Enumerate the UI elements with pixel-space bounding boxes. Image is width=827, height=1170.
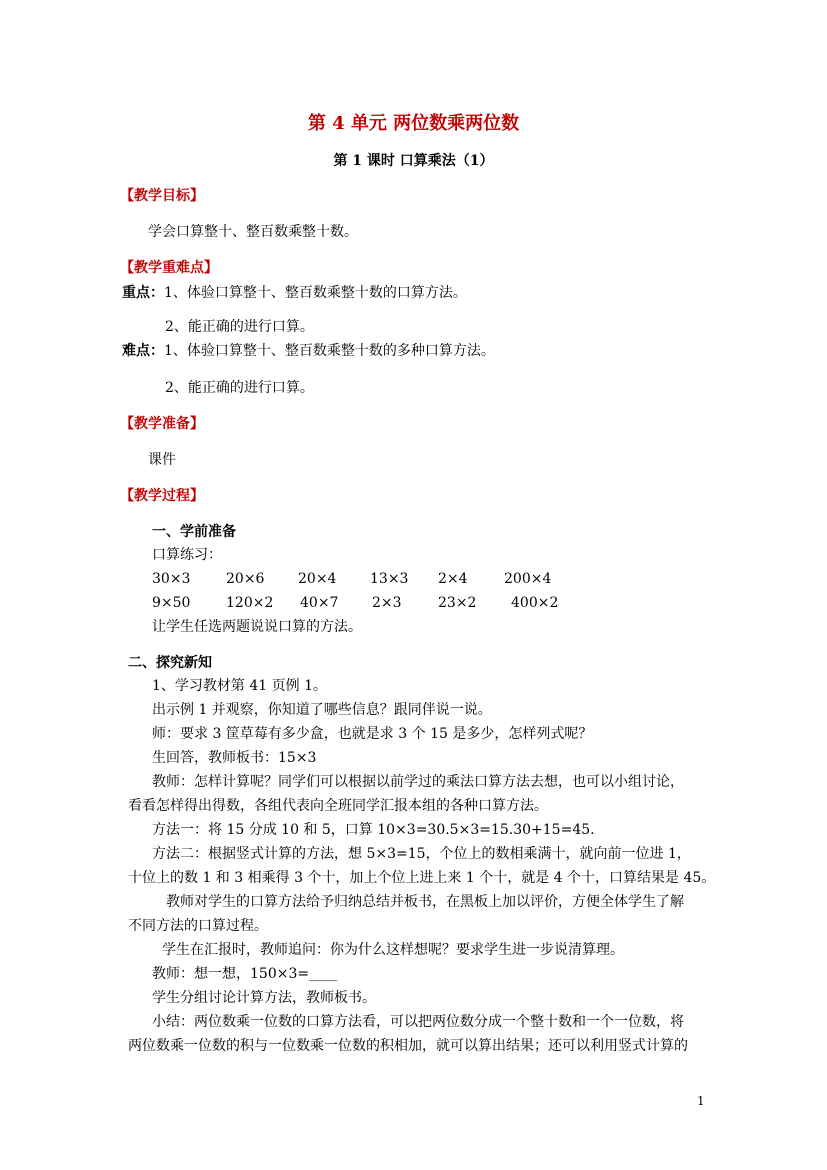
focus-text-1: 1、体验口算整十、整百数乘整十数的口算方法。 (164, 285, 467, 301)
oral-item: 20×4 (298, 571, 337, 587)
body-line: 师：要求 3 筐草莓有多少盒，也就是求 3 个 15 是多少，怎样列式呢？ (152, 726, 593, 742)
oral-practice-note: 让学生任选两题说说口算的方法。 (152, 619, 362, 635)
part1-heading: 一、学前准备 (152, 524, 236, 540)
difficulty-text-1: 1、体验口算整十、整百数乘整十数的多种口算方法。 (164, 343, 495, 359)
body-line: 方法二：根据竖式计算的方法，想 5×3=15，个位上的数相乘满十，就向前一位进 1， (152, 846, 691, 862)
focus-line-2: 2、能正确的进行口算。 (165, 319, 314, 335)
body-line: 出示例 1 并观察，你知道了哪些信息？跟同伴说一说。 (152, 702, 492, 718)
section-key-heading: 【教学重难点】 (120, 260, 218, 276)
body-line: 十位上的数 1 和 3 相乘得 3 个十，加上个位上进上来 1 个十，就是 4 个十，口算结果是 45。 (128, 870, 716, 886)
oral-practice-label: 口算练习： (152, 547, 222, 563)
oral-item: 23×2 (438, 595, 477, 611)
oral-item: 30×3 (152, 571, 191, 587)
oral-item: 400×2 (511, 595, 559, 611)
body-line: 方法一：将 15 分成 10 和 5，口算 10×3=30.5×3=15.30+15=45. (152, 822, 595, 838)
body-line: 教师：想一想，150×3=____ (152, 966, 338, 982)
body-line: 学生分组讨论计算方法，教师板书。 (152, 990, 376, 1006)
body-line: 两位数乘一位数的积与一位数乘一位数的积相加，就可以算出结果；还可以利用竖式计算的 (128, 1038, 688, 1054)
goal-text: 学会口算整十、整百数乘整十数。 (148, 224, 358, 240)
oral-item: 120×2 (226, 595, 274, 611)
section-prep-heading: 【教学准备】 (120, 416, 204, 432)
oral-item: 20×6 (226, 571, 265, 587)
document-title: 第 4 单元 两位数乘两位数 (307, 113, 520, 134)
oral-item: 200×4 (504, 571, 552, 587)
oral-item: 2×3 (372, 595, 402, 611)
body-line: 小结：两位数乘一位数的口算方法看，可以把两位数分成一个整十数和一个一位数，将 (152, 1014, 684, 1030)
difficulty-line-1 (122, 342, 495, 360)
body-line: 教师对学生的口算方法给予归纳总结并板书，在黑板上加以评价，方便全体学生了解 (166, 894, 684, 910)
oral-item: 9×50 (152, 595, 191, 611)
lesson-subtitle: 第 1 课时 口算乘法（1） (333, 153, 494, 169)
body-line: 教师：怎样计算呢？同学们可以根据以前学过的乘法口算方法去想，也可以小组讨论， (152, 774, 684, 790)
body-line: 不同方法的口算过程。 (128, 918, 268, 934)
oral-item: 2×4 (438, 571, 468, 587)
prep-text: 课件 (148, 452, 176, 468)
body-line: 看看怎样得出得数，各组代表向全班同学汇报本组的各种口算方法。 (128, 798, 548, 814)
body-line: 生回答，教师板书：15×3 (152, 750, 317, 766)
part2-heading: 二、探究新知 (128, 655, 212, 671)
section-process-heading: 【教学过程】 (120, 488, 204, 504)
body-line: 学生在汇报时，教师追问：你为什么这样想呢？要求学生进一步说清算理。 (162, 942, 624, 958)
focus-label: 重点： (122, 285, 164, 301)
difficulty-label: 难点： (122, 343, 164, 359)
oral-item: 40×7 (300, 595, 339, 611)
difficulty-line-2: 2、能正确的进行口算。 (165, 380, 314, 396)
section-goal-heading: 【教学目标】 (120, 188, 204, 204)
oral-item: 13×3 (370, 571, 409, 587)
focus-line-1 (122, 284, 467, 302)
page-number: 1 (697, 1094, 705, 1108)
body-line: 1、学习教材第 41 页例 1。 (152, 678, 327, 694)
